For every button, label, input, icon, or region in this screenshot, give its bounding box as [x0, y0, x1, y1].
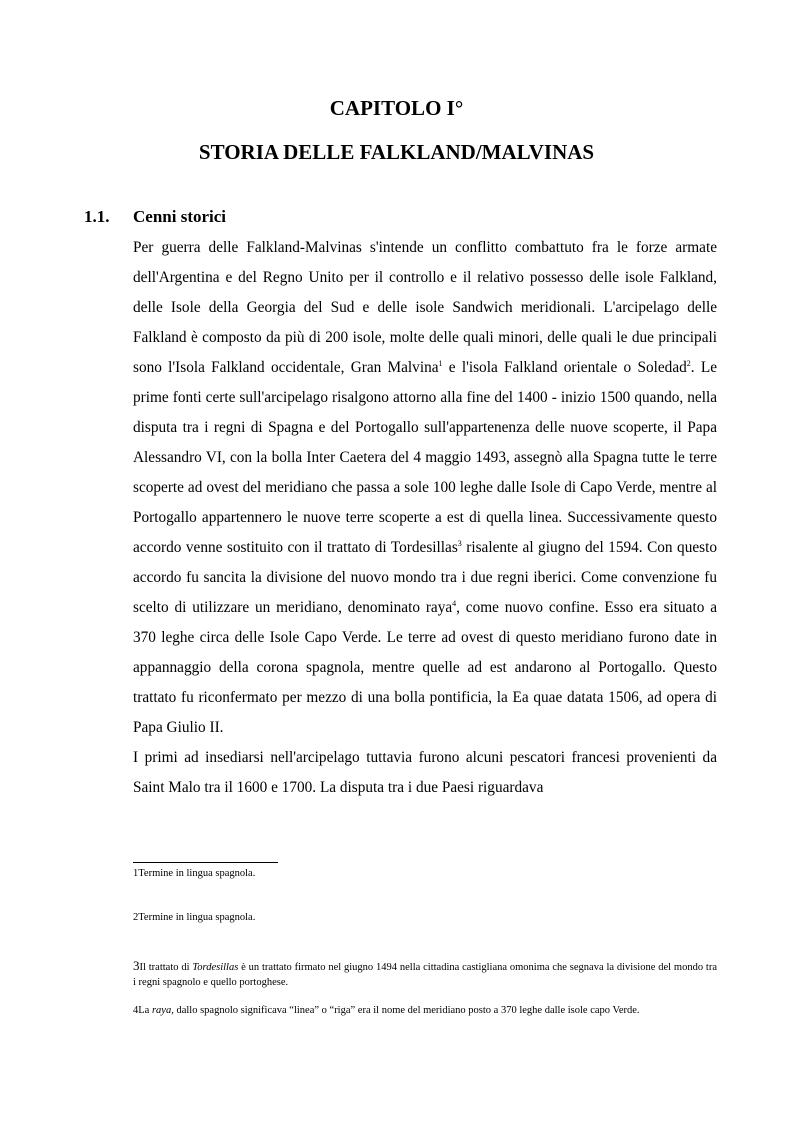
footnote-number: 4: [133, 1005, 139, 1016]
section-number: 1.1.: [84, 207, 110, 226]
paragraph-text: risalente al giugno del 1594. Con questo accordo fu sancita la divisione del nuovo mondo tra i due regni iberici. Come convenzione fu scelto di utilizzare un meridiano, denominato raya: [133, 539, 717, 616]
footnote-emphasis: Tordesillas: [192, 962, 239, 973]
chapter-title: STORIA DELLE FALKLAND/MALVINAS: [198, 140, 595, 164]
body-text: [133, 233, 717, 803]
footnote-text: Il trattato di: [139, 962, 193, 973]
footnote-2: [133, 910, 717, 925]
footnote-text: La: [138, 1005, 152, 1016]
footnote-number: 2: [133, 912, 139, 923]
footnote-ref[interactable]: 3: [457, 539, 462, 548]
footnote-emphasis: raya,: [151, 1005, 174, 1016]
paragraph-text: , come nuovo confine. Esso era situato a 370 leghe circa delle Isole Capo Verde. Le terre ad ovest di questo meridiano furono date in appannaggio della corona spagnola, mentre quelle ad est andarono al Portogallo. Questo trattato fu riconfermato per mezzo di una bolla pontificia, la Ea quae datata 1506, ad opera di Papa Giulio II.: [133, 599, 717, 736]
footnote-4: [133, 1003, 717, 1018]
footnote-ref[interactable]: 1: [438, 359, 443, 368]
paragraph-text: . Le prime fonti certe sull'arcipelago risalgono attorno alla fine del 1400 - inizio 1500 quando, nella disputa tra i regni di Spagna e del Portogallo sull'appartenenza delle nuove scoperte, il Papa Alessandro VI, con la bolla Inter Caetera del 4 maggio 1493, assegnò alla Spagna tutte le terre scoperte ad ovest del meridiano che passa a sole 100 leghe dalle Isole di Capo Verde, mentre al Portogallo appartennero le nuove terre scoperte a est di quella linea. Successivamente questo accordo venne sostituito con il trattato di Tordesillas: [133, 359, 717, 556]
footnote-text: Termine in lingua spagnola.: [138, 912, 256, 923]
footnote-separator: [133, 862, 278, 863]
footnote-3: [133, 958, 717, 990]
footnote-text: Termine in lingua spagnola.: [138, 868, 256, 879]
paragraph: I primi ad insediarsi nell'arcipelago tuttavia furono alcuni pescatori francesi provenienti da Saint Malo tra il 1600 e 1700. La disputa tra i due Paesi riguardava: [133, 749, 717, 796]
footnote-number: 1: [133, 868, 139, 879]
paragraph-text: Per guerra delle Falkland-Malvinas s'intende un conflitto combattuto fra le forze armate dell'Argentina e del Regno Unito per il controllo e il relativo possesso delle isole Falkland, delle Isole della Georgia del Sud e delle isole Sandwich meridionali. L'arcipelago delle Falkland è composto da più di 200 isole, molte delle quali minori, delle quali le due principali sono l'Isola Falkland occidentale, Gran Malvina: [133, 239, 717, 376]
footnote-ref[interactable]: 2: [686, 359, 691, 368]
footnote-ref[interactable]: 4: [452, 599, 457, 608]
footnote-number: 3: [133, 958, 140, 973]
footnote-text: dallo spagnolo significava “linea” o “riga” era il nome del meridiano posto a 370 leghe dalle isole capo Verde.: [173, 1005, 640, 1016]
paragraph: [133, 233, 717, 743]
footnote-text: è un trattato firmato nel giugno 1494 nella cittadina castigliana omonima che segnava la divisione del mondo tra i regni spagnolo e quello portoghese.: [133, 962, 717, 988]
section-heading: [84, 207, 226, 227]
section-title: Cenni storici: [133, 207, 227, 226]
chapter-number-title: CAPITOLO I°: [329, 96, 464, 120]
footnote-1: [133, 866, 717, 881]
paragraph-text: e l'isola Falkland orientale o Soledad: [442, 359, 687, 376]
